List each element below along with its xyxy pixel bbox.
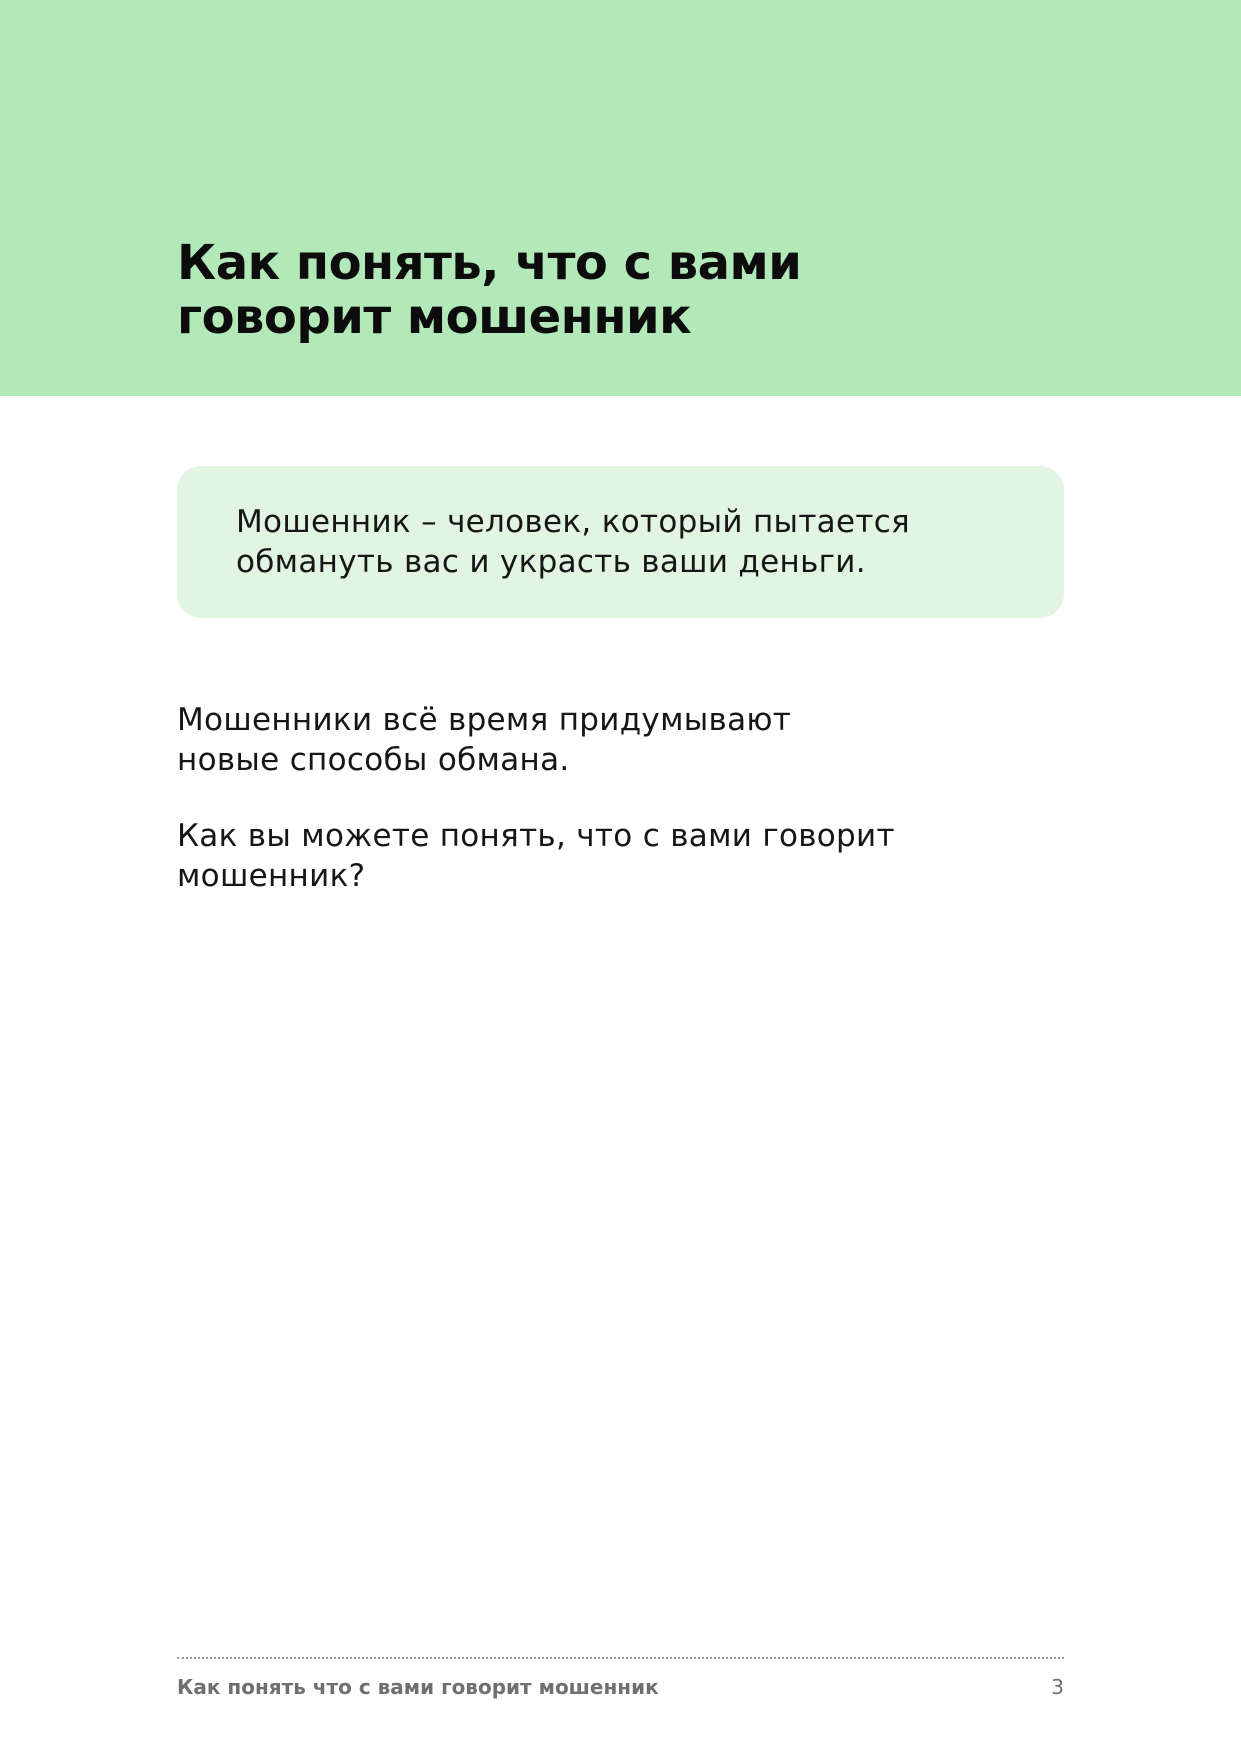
body-paragraph-2: Как вы можете понять, что с вами говорит мошенник? bbox=[177, 818, 895, 894]
page-title: Как понять, что с вами говорит мошенник bbox=[177, 235, 802, 345]
header-band bbox=[0, 0, 1241, 396]
body-paragraph-1: Мошенники всё время придумывают новые способы обмана. bbox=[177, 702, 792, 778]
page-number: 3 bbox=[1051, 1675, 1064, 1699]
footer-title: Как понять что с вами говорит мошенник bbox=[177, 1675, 659, 1699]
definition-text: Мошенник – человек, который пытается обмануть вас и украсть ваши деньги. bbox=[236, 504, 910, 580]
footer-divider bbox=[177, 1657, 1064, 1659]
definition-callout bbox=[177, 466, 1064, 618]
